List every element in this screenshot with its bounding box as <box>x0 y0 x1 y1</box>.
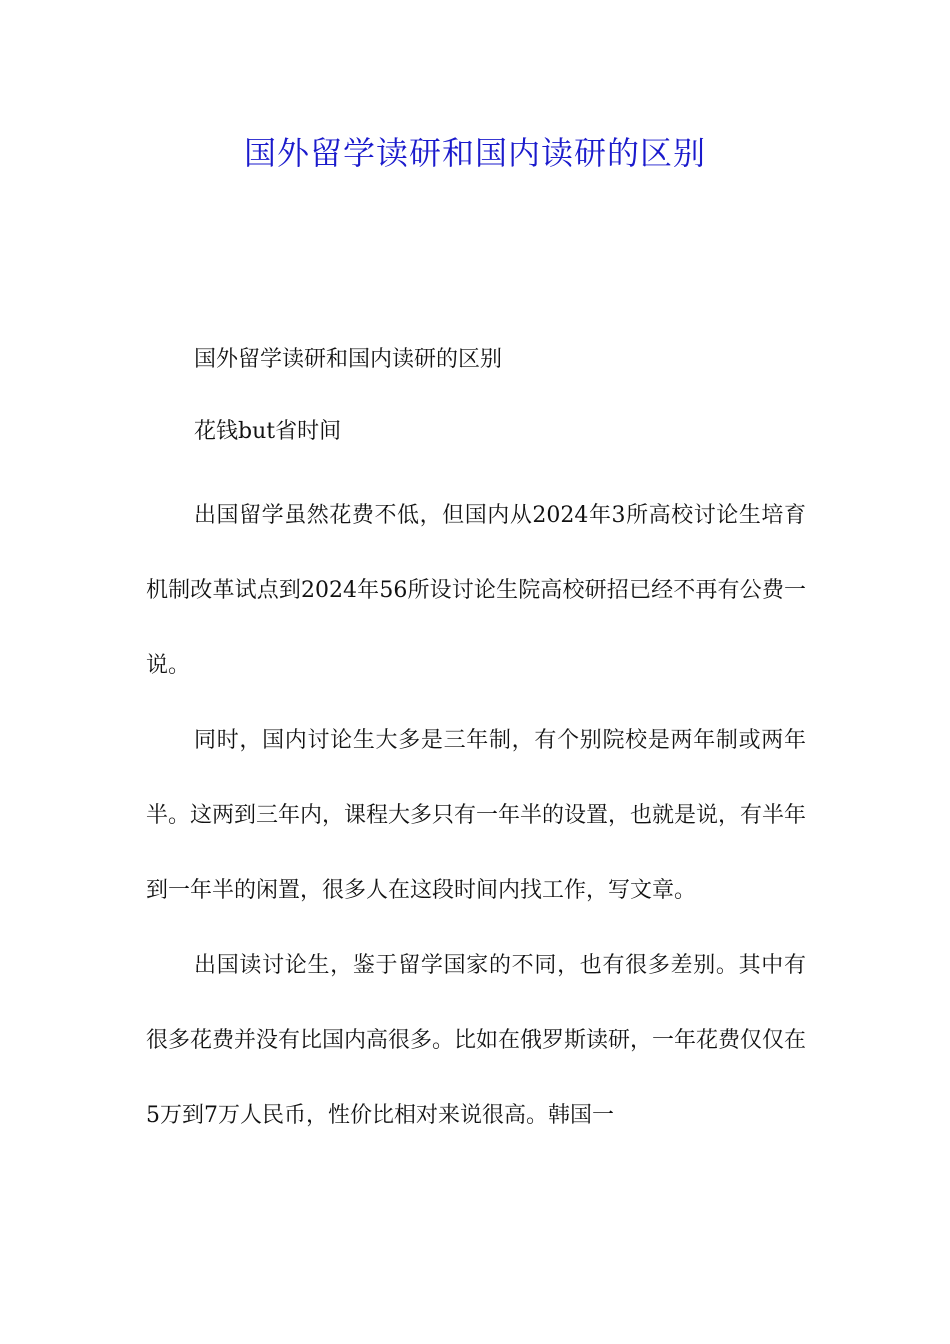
body-paragraph-2: 同时，国内讨论生大多是三年制，有个别院校是两年制或两年半。这两到三年内，课程大多只有一年半的设置，也就是说，有半年到一年半的闲置，很多人在这段时间内找工作，写文章。 <box>146 728 807 903</box>
body-paragraph-3: 出国读讨论生，鉴于留学国家的不同，也有很多差别。其中有很多花费并没有比国内高很多。比如在俄罗斯读研，一年花费仅仅在5万到7万人民币，性价比相对来说很高。韩国一 <box>146 953 807 1128</box>
document-body <box>146 334 806 1153</box>
body-paragraph-1: 出国留学虽然花费不低，但国内从2024年3所高校讨论生培育机制改革试点到2024年56所设讨论生院高校研招已经不再有公费一说。 <box>146 503 806 678</box>
section-heading: 国外留学读研和国内读研的区别 <box>194 347 503 372</box>
document-title: 国外留学读研和国内读研的区别 <box>243 134 706 172</box>
section-subheading: 花钱but省时间 <box>194 419 342 444</box>
